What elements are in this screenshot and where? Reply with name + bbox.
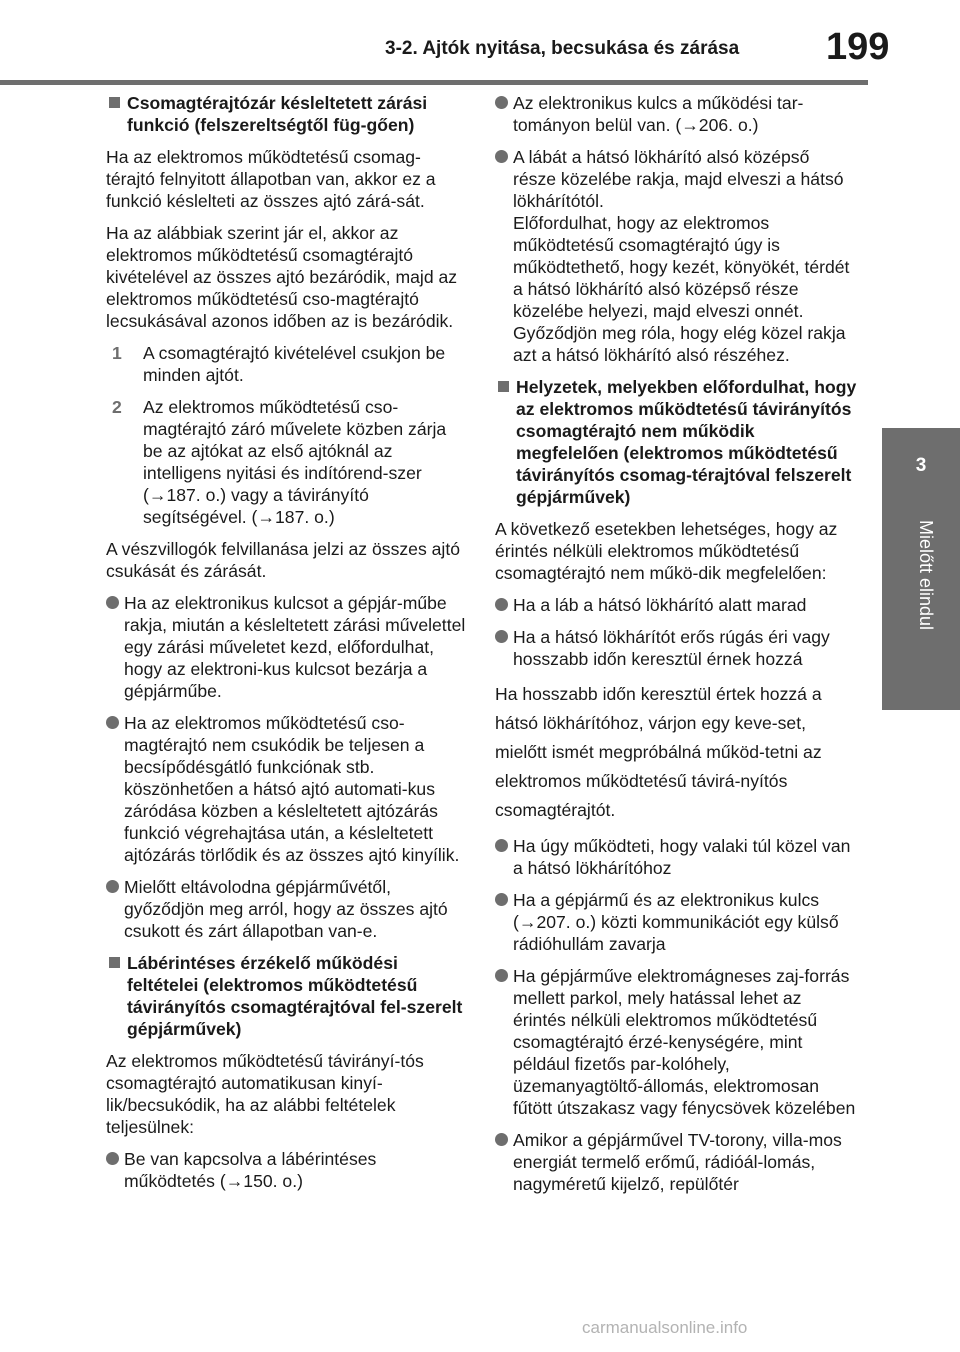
list-item-text: Be van kapcsolva a lábérintéses működtetés (→150. o.) bbox=[124, 1149, 377, 1191]
chapter-number: 3 bbox=[915, 455, 927, 476]
step-number: 1 bbox=[112, 343, 122, 363]
list-item bbox=[495, 92, 857, 136]
section-title: 3-2. Ajtók nyitása, becsukása és zárása bbox=[385, 38, 740, 59]
step-text: Az elektromos működtetésű cso-magtérajtó záró művelete közben zárja be az ajtókat az első ajtóknál az intelligens nyitási és indítórend-szer (→187. o.) vagy a távirányító segítségével. (→187. o.) bbox=[143, 397, 447, 527]
round-bullet-icon bbox=[106, 596, 119, 609]
round-bullet-icon bbox=[495, 96, 508, 109]
paragraph: Ha az elektromos működtetésű csomag-térajtó felnyitott állapotban van, akkor ez a funkció késlelteti az összes ajtó zárá-sát. bbox=[106, 147, 436, 211]
round-bullet-icon bbox=[495, 1133, 508, 1146]
list-item bbox=[495, 146, 857, 366]
chapter-tab-number[interactable] bbox=[882, 428, 960, 504]
header-rule bbox=[0, 80, 868, 85]
square-bullet-icon bbox=[498, 381, 509, 392]
heading-text: Lábérintéses érzékelő működési feltételei (elektromos működtetésű távirányítós csomagtérajtóval fel-szerelt gépjárművek) bbox=[127, 953, 463, 1039]
list-item bbox=[495, 965, 857, 1119]
step-item bbox=[106, 342, 468, 386]
left-column bbox=[106, 92, 468, 1202]
paragraph: A következő esetekben lehetséges, hogy az érintés nélküli elektromos működtetésű csomagtérajtó nem műkö-dik megfelelően: bbox=[495, 519, 838, 583]
list-item bbox=[495, 889, 857, 955]
chapter-label: Mielőtt elindul bbox=[916, 520, 936, 631]
section-heading bbox=[106, 952, 468, 1040]
round-bullet-icon bbox=[495, 839, 508, 852]
round-bullet-icon bbox=[495, 598, 508, 611]
list-item-text: A lábát a hátsó lökhárító alsó középső része közelébe rakja, majd elveszi a hátsó lökhárítótól. Előfordulhat, hogy az elektromos működtetésű csomagtérajtó úgy is működtethető, hogy kezét, könyökét, térdét a hátsó lökhárító alsó középső része közelébe helyezi, majd elveszi onnét. Győződjön meg róla, hogy elég közel rakja azt a hátsó lökhárító alsó részéhez. bbox=[513, 147, 850, 365]
list-item-text: Az elektronikus kulcs a működési tar-tományon belül van. (→206. o.) bbox=[513, 93, 804, 135]
round-bullet-icon bbox=[495, 150, 508, 163]
list-item-text: Ha úgy működteti, hogy valaki túl közel van a hátsó lökhárítóhoz bbox=[513, 836, 851, 878]
list-item bbox=[495, 835, 857, 879]
list-item bbox=[106, 712, 468, 866]
paragraph: Ha az alábbiak szerint jár el, akkor az elektromos működtetésű csomagtérajtó kivételével az összes ajtó bezáródik, majd az elektromos működtetésű cso-magtérajtó lecsukásával azonos időben az is bezáródik. bbox=[106, 223, 458, 331]
round-bullet-icon bbox=[106, 1152, 119, 1165]
right-column bbox=[495, 92, 857, 1205]
square-bullet-icon bbox=[109, 957, 120, 968]
heading-text: Helyzetek, melyekben előfordulhat, hogy az elektromos működtetésű távirányítós csomagtérajtó nem működik megfelelően (elektromos működtetésű távirányítós csomag-térajtóval felszerelt gépjárművek) bbox=[516, 377, 857, 507]
list-item-text: Mielőtt eltávolodna gépjárművétől, győződjön meg arról, hogy az összes ajtó csukott és zárt állapotban van-e. bbox=[124, 877, 448, 941]
list-item bbox=[106, 1148, 468, 1192]
step-item bbox=[106, 396, 468, 528]
list-item-text: Ha a gépjármű és az elektronikus kulcs (→207. o.) közti kommunikációt egy külső rádióhullám zavarja bbox=[513, 890, 839, 954]
page-header bbox=[0, 0, 960, 80]
list-item-text: Ha a láb a hátsó lökhárító alatt marad bbox=[513, 595, 807, 615]
list-item-text: Ha az elektromos működtetésű cso-magtérajtó nem csukódik be teljesen a becsípődésgátló funkciónak stb. köszönhetően a hátsó ajtó automati-kus záródása közben a késleltetett ajtózárás funkció végrehajtása után, a késleltetett ajtózárás törlődik és az összes ajtó kinyílik. bbox=[124, 713, 460, 865]
list-item bbox=[495, 594, 857, 616]
watermark-text: carmanualsonline.info bbox=[582, 1318, 748, 1337]
list-item bbox=[495, 1129, 857, 1195]
round-bullet-icon bbox=[495, 893, 508, 906]
heading-text: Csomagtérajtózár késleltetett zárási funkció (felszereltségtől füg-gően) bbox=[127, 93, 428, 135]
step-text: A csomagtérajtó kivételével csukjon be minden ajtót. bbox=[143, 343, 446, 385]
paragraph: Az elektromos működtetésű távirányí-tós csomagtérajtó automatikusan kinyí-lik/becsukódik, ha az alábbi feltételek teljesülnek: bbox=[106, 1051, 424, 1137]
list-item-text: Ha az elektronikus kulcsot a gépjár-műbe rakja, miután a késleltetett zárási művelettel egy zárási műveletet kezd, előfordulhat, hogy az elektroni-kus kulcsot bezárja a gépjárműbe. bbox=[124, 593, 466, 701]
round-bullet-icon bbox=[106, 716, 119, 729]
list-item bbox=[106, 592, 468, 702]
paragraph: Ha hosszabb időn keresztül értek hozzá a hátsó lökhárítóhoz, várjon egy keve-set, mielőtt ismét megpróbálná működ-tetni az elektromos működtetésű távirá-nyítós csomagtérajtót. bbox=[495, 684, 822, 820]
list-item-text: Ha gépjárműve elektromágneses zaj-forrás mellett parkol, mely hatással lehet az érintés nélküli elektromos működtetésű csomagtérajtó érzé-kenységére, mint például fizetős par-kolóhely, üzemanyagtöltő-állomás, elektromosan fűtött útszakasz vagy fénycsövek közelében bbox=[513, 966, 856, 1118]
section-heading bbox=[495, 376, 857, 508]
page-number: 199 bbox=[826, 26, 890, 68]
list-item-text: Amikor a gépjárművel TV-torony, villa-mos energiát termelő erőmű, rádióál-lomás, nagyméretű kijelző, repülőtér bbox=[513, 1130, 842, 1194]
round-bullet-icon bbox=[495, 630, 508, 643]
paragraph: A vészvillogók felvillanása jelzi az összes ajtó csukását és zárását. bbox=[106, 539, 460, 581]
section-heading bbox=[106, 92, 468, 136]
list-item-text: Ha a hátsó lökhárítót erős rúgás éri vagy hosszabb időn keresztül érnek hozzá bbox=[513, 627, 830, 669]
list-item bbox=[106, 876, 468, 942]
round-bullet-icon bbox=[495, 969, 508, 982]
round-bullet-icon bbox=[106, 880, 119, 893]
list-item bbox=[495, 626, 857, 670]
square-bullet-icon bbox=[109, 97, 120, 108]
step-number: 2 bbox=[112, 397, 122, 417]
